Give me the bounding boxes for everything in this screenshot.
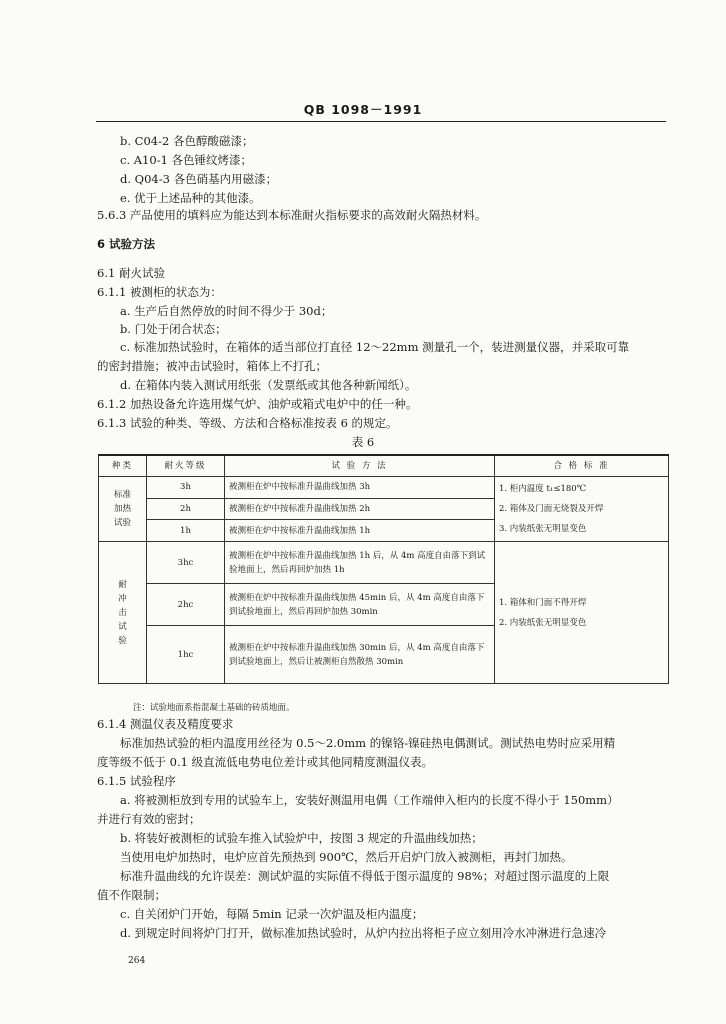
kind-cell-standard-heating: 标准 加热 试验: [99, 477, 147, 542]
text-line: d. Q04-3 各色硝基内用磁漆；: [120, 172, 278, 186]
grade-cell: 1hc: [147, 626, 225, 684]
text-line: 当使用电炉加热时，电炉应首先预热到 900℃，然后开启炉门放入被测柜，再封门加热。: [120, 850, 573, 864]
text-line: 值不作限制；: [97, 888, 166, 902]
method-cell: 被测柜在炉中按标准升温曲线加热 30min 后，从 4m 高度自由落下到试验地面上，然后让被测柜自然散热 30min: [225, 626, 495, 684]
text-line: c. 标准加热试验时，在箱体的适当部位打直径 12～22mm 测量孔一个，装进测量仪器，并采取可靠: [120, 340, 630, 354]
grade-cell: 3hc: [147, 542, 225, 584]
criteria-cell-standard: 1. 柜内温度 t₁≤180℃ 2. 箱体及门面无烧裂及开焊 3. 内装纸张无明显变色: [495, 477, 669, 542]
clause-5-6-3: 5.6.3 产品使用的填料应为能达到本标准耐火指标要求的高效耐火隔热材料。: [97, 208, 487, 222]
text-line: 标准升温曲线的允许误差：测试炉温的实际值不得低于图示温度的 98%；对超过图示温度的上限: [120, 869, 610, 883]
clause-6-1-5: 6.1.5 试验程序: [97, 774, 176, 788]
table-note: 注：试验地面系指混凝土基础的砖质地面。: [133, 703, 295, 713]
grade-cell: 1h: [147, 520, 225, 542]
table-header-criteria: 合 格 标 准: [495, 455, 669, 477]
text-line: d. 在箱体内装入测试用纸张（发票纸或其他各种新闻纸）。: [120, 378, 417, 392]
method-cell: 被测柜在炉中按标准升温曲线加热 2h: [225, 498, 495, 520]
clause-6-1-2: 6.1.2 加热设备允许选用煤气炉、油炉或箱式电炉中的任一种。: [97, 397, 418, 411]
header-rule: [96, 121, 666, 122]
text-line: b. 将装好被测柜的试验车推入试验炉中，按图 3 规定的升温曲线加热；: [120, 831, 483, 845]
table-header-kind: 种类: [99, 455, 147, 477]
text-line: d. 到规定时间将炉门打开，做标准加热试验时，从炉内拉出将柜子应立刻用冷水冲淋进行急速冷: [120, 926, 607, 940]
method-cell: 被测柜在炉中按标准升温曲线加热 45min 后，从 4m 高度自由落下到试验地面上，然后再回炉加热 30min: [225, 584, 495, 626]
text-line: b. 门处于闭合状态；: [120, 322, 227, 336]
text-line: 度等级不低于 0.1 级直流低电势电位差计或其他同精度测温仪表。: [97, 755, 434, 769]
table-header-grade: 耐火等级: [147, 455, 225, 477]
text-line: c. A10-1 各色锤纹烤漆；: [120, 153, 253, 167]
text-line: a. 生产后自然停放的时间不得少于 30d；: [120, 304, 333, 318]
table-caption: 表 6: [351, 435, 375, 449]
grade-cell: 3h: [147, 477, 225, 499]
subsection-heading: 6.1 耐火试验: [97, 266, 165, 280]
clause-6-1-1: 6.1.1 被测柜的状态为：: [97, 285, 222, 299]
text-line: e. 优于上述品种的其他漆。: [120, 191, 261, 205]
method-cell: 被测柜在炉中按标准升温曲线加热 1h 后，从 4m 高度自由落下到试验地面上，然后再回炉加热 1h: [225, 542, 495, 584]
method-cell: 被测柜在炉中按标准升温曲线加热 3h: [225, 477, 495, 499]
grade-cell: 2h: [147, 498, 225, 520]
clause-6-1-3: 6.1.3 试验的种类、等级、方法和合格标准按表 6 的规定。: [97, 416, 398, 430]
section-heading: 6 试验方法: [97, 237, 156, 251]
page-number: 264: [128, 956, 146, 966]
criteria-cell-impact: 1. 箱体和门面不得开焊 2. 内装纸张无明显变色: [495, 542, 669, 684]
text-line: a. 将被测柜放到专用的试验车上，安装好测温用电偶（工作端伸入柜内的长度不得小于 150mm）: [120, 793, 619, 807]
grade-cell: 2hc: [147, 584, 225, 626]
text-line: 的密封措施；被冲击试验时，箱体上不打孔；: [97, 359, 327, 373]
text-line: b. C04-2 各色醇酸磁漆；: [120, 134, 254, 148]
text-line: c. 自关闭炉门开始，每隔 5min 记录一次炉温及柜内温度；: [120, 907, 424, 921]
kind-cell-impact-test: 耐 冲 击 试 验: [99, 542, 147, 684]
table-header-method: 试 验 方 法: [225, 455, 495, 477]
text-line: 标准加热试验的柜内温度用丝径为 0.5～2.0mm 的镍铬-镍硅热电偶测试。测试热电势时应采用精: [120, 736, 616, 750]
document-header: QB 1098－1991: [303, 102, 423, 117]
text-line: 并进行有效的密封；: [97, 812, 201, 826]
clause-6-1-4: 6.1.4 测温仪表及精度要求: [97, 717, 234, 731]
table-6: [98, 454, 669, 684]
method-cell: 被测柜在炉中按标准升温曲线加热 1h: [225, 520, 495, 542]
